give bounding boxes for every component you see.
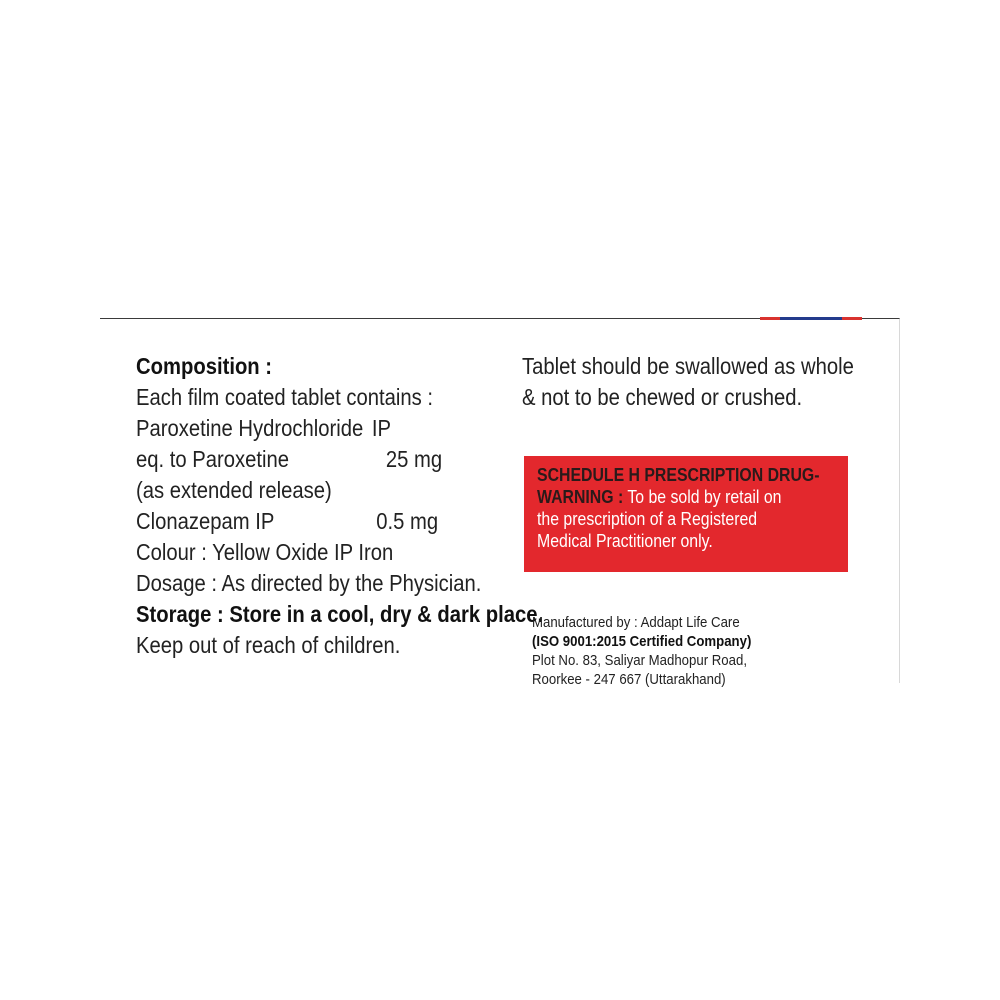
- accent-stripe-red: [760, 317, 780, 320]
- composition-section: [136, 351, 544, 661]
- warning-label: WARNING :: [537, 487, 624, 507]
- ingredient-name: Clonazepam IP: [136, 508, 275, 534]
- schedule-h-warning-box: [524, 456, 848, 572]
- ingredient-clonazepam: [136, 506, 506, 537]
- ingredient-amount: 25 mg: [385, 446, 443, 472]
- ingredient-amount: 0.5 mg: [376, 508, 439, 534]
- warning-line: the prescription of a Registered: [537, 509, 758, 529]
- accent-stripe-blue: [780, 317, 842, 320]
- swallow-instructions: [522, 351, 854, 413]
- manufacturer-address: Roorkee - 247 667 (Uttarakhand): [532, 671, 726, 688]
- dosage-info: Dosage : As directed by the Physician.: [136, 570, 482, 596]
- colour-info: Colour : Yellow Oxide IP Iron: [136, 539, 394, 565]
- warning-text: To be sold by retail on: [623, 487, 782, 507]
- warning-title: SCHEDULE H PRESCRIPTION DRUG-: [537, 465, 820, 485]
- ingredient-grade: IP: [371, 415, 391, 441]
- instruction-line: & not to be chewed or crushed.: [522, 384, 803, 410]
- ingredient-paroxetine: [136, 413, 506, 444]
- manufacturer-info: [532, 613, 812, 689]
- composition-intro: Each film coated tablet contains :: [136, 384, 434, 410]
- ingredient-eq: eq. to Paroxetine: [136, 446, 290, 472]
- storage-info: Storage : Store in a cool, dry & dark place.: [136, 601, 544, 627]
- ingredient-name: Paroxetine Hydrochloride: [136, 415, 364, 441]
- warning-line: Medical Practitioner only.: [537, 531, 713, 551]
- manufacturer-name: Manufactured by : Addapt Life Care: [532, 614, 740, 631]
- manufacturer-address: Plot No. 83, Saliyar Madhopur Road,: [532, 652, 747, 669]
- children-warning: Keep out of reach of children.: [136, 632, 401, 658]
- accent-stripe-red: [842, 317, 862, 320]
- composition-heading: Composition :: [136, 353, 273, 379]
- instruction-line: Tablet should be swallowed as whole: [522, 353, 854, 379]
- manufacturer-certification: (ISO 9001:2015 Certified Company): [532, 633, 752, 650]
- label-panel: [100, 318, 900, 688]
- instructions-section: [522, 351, 892, 688]
- ingredient-note: (as extended release): [136, 477, 332, 503]
- ingredient-equivalent: [136, 444, 506, 475]
- warning-line: [537, 486, 811, 508]
